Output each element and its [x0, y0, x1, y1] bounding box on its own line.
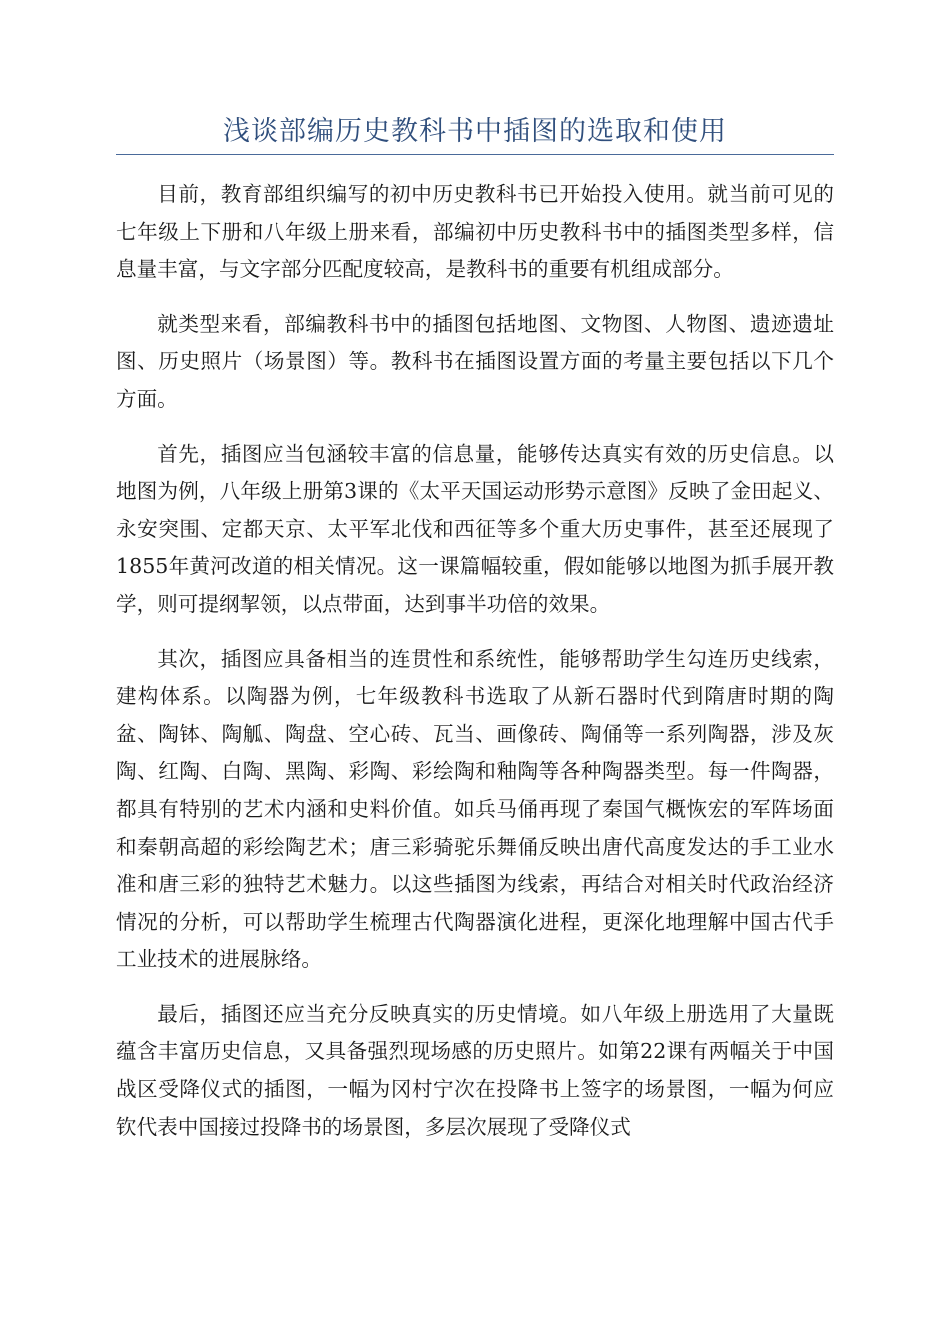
document-title: 浅谈部编历史教科书中插图的选取和使用 [223, 116, 727, 147]
title-underline-divider [116, 154, 834, 155]
paragraph-last-point: 最后，插图还应当充分反映真实的历史情境。如八年级上册选用了大量既蕴含丰富历史信息，又具备强烈现场感的历史照片。如第22课有两幅关于中国战区受降仪式的插图，一幅为冈村宁次在投降书上签字的场景图，一幅为何应钦代表中国接过投降书的场景图，多层次展现了受降仪式 [116, 1001, 834, 1139]
document-body [116, 176, 834, 1163]
paragraph-types: 就类型来看，部编教科书中的插图包括地图、文物图、人物图、遗迹遗址图、历史照片（场景图）等。教科书在插图设置方面的考量主要包括以下几个方面。 [116, 311, 834, 411]
paragraph-first-point: 首先，插图应当包涵较丰富的信息量，能够传达真实有效的历史信息。以地图为例，八年级上册第3课的《太平天国运动形势示意图》反映了金田起义、永安突围、定都天京、太平军北伐和西征等多个重大历史事件，甚至还展现了1855年黄河改道的相关情况。这一课篇幅较重，假如能够以地图为抓手展开教学，则可提纲挈领，以点带面，达到事半功倍的效果。 [116, 441, 834, 616]
paragraph-second-point: 其次，插图应具备相当的连贯性和系统性，能够帮助学生勾连历史线索，建构体系。以陶器为例，七年级教科书选取了从新石器时代到隋唐时期的陶盆、陶钵、陶觚、陶盘、空心砖、瓦当、画像砖、陶俑等一系列陶器，涉及灰陶、红陶、白陶、黑陶、彩陶、彩绘陶和釉陶等各种陶器类型。每一件陶器，都具有特别的艺术内涵和史料价值。如兵马俑再现了秦国气概恢宏的军阵场面和秦朝高超的彩绘陶艺术；唐三彩骑驼乐舞俑反映出唐代高度发达的手工业水准和唐三彩的独特艺术魅力。以这些插图为线索，再结合对相关时代政治经济情况的分析，可以帮助学生梳理古代陶器演化进程，更深化地理解中国古代手工业技术的进展脉络。 [116, 646, 834, 972]
paragraph-intro: 目前，教育部组织编写的初中历史教科书已开始投入使用。就当前可见的七年级上下册和八年级上册来看，部编初中历史教科书中的插图类型多样，信息量丰富，与文字部分匹配度较高，是教科书的重要有机组成部分。 [116, 182, 834, 282]
